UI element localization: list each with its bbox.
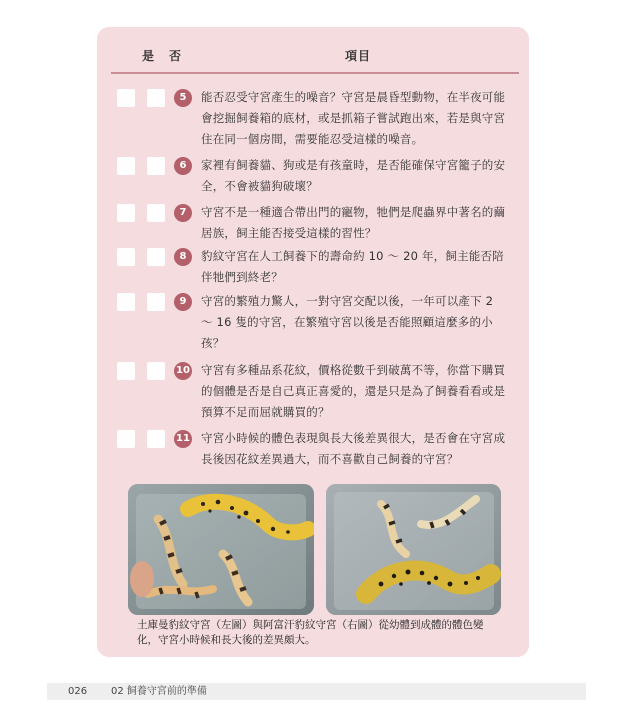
gecko-photo-left-image: [128, 484, 314, 615]
page-number: 026: [68, 686, 88, 697]
page-footer: [47, 683, 586, 700]
yes-checkbox[interactable]: [117, 204, 135, 222]
question-number-badge: 7: [174, 204, 192, 222]
header-divider: [111, 72, 519, 74]
yes-checkbox[interactable]: [117, 430, 135, 448]
yes-checkbox[interactable]: [117, 248, 135, 266]
question-number-badge: 9: [174, 293, 192, 311]
gecko-photo-left: [128, 484, 314, 615]
no-checkbox[interactable]: [147, 248, 165, 266]
gecko-photo-right-image: [326, 484, 501, 615]
no-checkbox[interactable]: [147, 430, 165, 448]
yes-checkbox[interactable]: [117, 157, 135, 175]
photo-caption: 土庫曼豹紋守宮（左圖）與阿富汗豹紋守宮（右圖）從幼體到成體的體色變化，守宮小時候和長大後的差異頗大。: [137, 619, 484, 646]
gecko-photo-right: [326, 484, 501, 615]
header-yes: 是: [142, 49, 156, 63]
yes-checkbox[interactable]: [117, 89, 135, 107]
question-text: 守宮不是一種適合帶出門的寵物，牠們是爬蟲界中著名的繭居族，飼主能否接受這樣的習性？: [201, 205, 506, 240]
question-text: 豹紋守宮在人工飼養下的壽命約 10 ～ 20 年，飼主能否陪伴牠們到終老？: [201, 249, 504, 284]
question-number-badge: 10: [174, 362, 192, 380]
no-checkbox[interactable]: [147, 362, 165, 380]
question-text: 家裡有飼養貓、狗或是有孩童時，是否能確保守宮籠子的安全，不會被貓狗破壞？: [201, 158, 506, 193]
no-checkbox[interactable]: [147, 204, 165, 222]
header-no: 否: [169, 49, 183, 63]
yes-checkbox[interactable]: [117, 362, 135, 380]
checklist-card: [97, 27, 529, 657]
yes-checkbox[interactable]: [117, 293, 135, 311]
question-text: 守宮有多種品系花紋，價格從數千到破萬不等，你當下購買的個體是否是自己真正喜愛的，還是只是為了飼養看看或是預算不足而屈就購買的？: [201, 363, 506, 419]
question-text: 守宮小時候的體色表現與長大後差異很大，是否會在守宮成長後因花紋差異過大，而不喜歡自己飼養的守宮？: [201, 431, 506, 466]
question-text: 能否忍受守宮產生的噪音？守宮是晨昏型動物，在半夜可能會挖掘飼養箱的底材，或是抓箱子嘗試跑出來，若是與守宮住在同一個房間，需要能忍受這樣的噪音。: [201, 90, 506, 146]
question-number-badge: 6: [174, 157, 192, 175]
chapter-title: 02 飼養守宮前的準備: [111, 686, 207, 697]
question-number-badge: 5: [174, 89, 192, 107]
question-number-badge: 8: [174, 248, 192, 266]
no-checkbox[interactable]: [147, 89, 165, 107]
question-number-badge: 11: [174, 430, 192, 448]
no-checkbox[interactable]: [147, 157, 165, 175]
header-item: 項目: [345, 49, 372, 63]
no-checkbox[interactable]: [147, 293, 165, 311]
question-text: 守宮的繁殖力驚人，一對守宮交配以後，一年可以產下 2 ～ 16 隻的守宮，在繁殖守宮以後是否能照顧這麼多的小孩？: [201, 294, 494, 350]
